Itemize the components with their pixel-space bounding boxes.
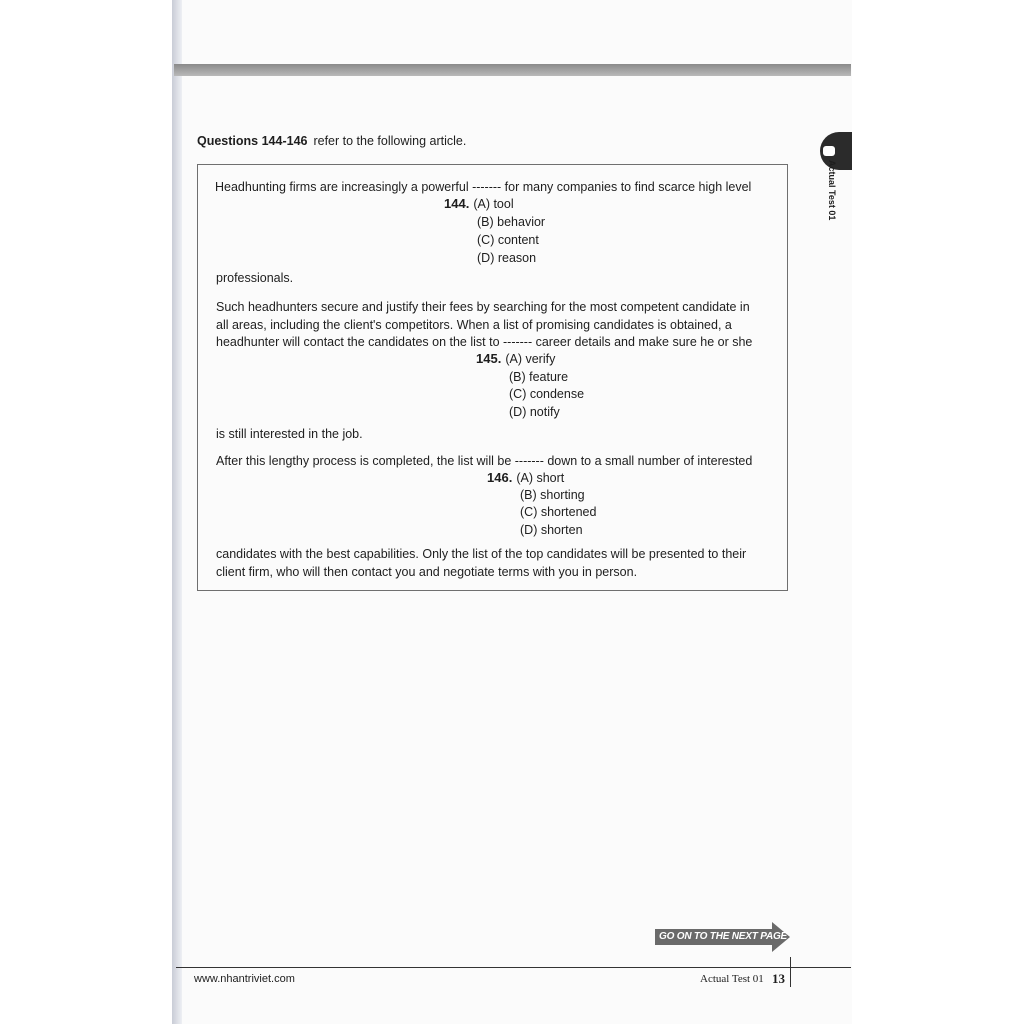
article-p2-line1: Such headhunters secure and justify their fees by searching for the most competent candidate in [216, 300, 750, 314]
book-binding-shadow [172, 0, 182, 1024]
footer-divider [176, 967, 851, 968]
option-144-c[interactable]: (C) content [477, 233, 539, 247]
article-p2-line4: is still interested in the job. [216, 427, 363, 441]
header-band [174, 64, 851, 76]
option-146-b[interactable]: (B) shorting [520, 488, 585, 502]
question-145 [476, 351, 555, 367]
option-144-a[interactable]: (A) tool [473, 197, 514, 211]
mascot-icon [823, 146, 835, 156]
next-page-label: GO ON TO THE NEXT PAGE [659, 931, 788, 942]
option-145-c[interactable]: (C) condense [509, 387, 585, 401]
option-146-a[interactable]: (A) short [516, 471, 565, 485]
article-p1-line1: Headhunting firms are increasingly a powerful ------- for many companies to find scarce high level [215, 180, 752, 194]
footer-page-divider [790, 957, 791, 987]
article-p3-line1: After this lengthy process is completed, the list will be ------- down to a small number of interested [216, 454, 753, 468]
section-tab-label: Actual Test 01 [827, 160, 837, 221]
option-145-a[interactable]: (A) verify [505, 352, 556, 366]
article-p3-line2: candidates with the best capabilities. Only the list of the top candidates will be presented to their [216, 547, 747, 561]
option-145-b[interactable]: (B) feature [509, 370, 569, 384]
article-p2-line3: headhunter will contact the candidates on the list to ------- career details and make sure he or she [216, 335, 753, 349]
question-144 [444, 196, 514, 212]
page-number: 13 [772, 971, 785, 986]
questions-instruction: refer to the following article. [313, 134, 467, 148]
footer-website: www.nhantriviet.com [194, 973, 295, 985]
article-p2-line2: all areas, including the client's competitors. When a list of promising candidates is obtained, a [216, 318, 732, 332]
article-p1-line2: professionals. [216, 271, 294, 285]
question-146 [487, 470, 564, 486]
option-145-d[interactable]: (D) notify [509, 405, 560, 419]
option-144-b[interactable]: (B) behavior [477, 215, 546, 229]
question-number: 144. [444, 196, 470, 211]
question-number: 146. [487, 470, 513, 485]
questions-range: Questions 144-146 [197, 134, 308, 148]
option-144-d[interactable]: (D) reason [477, 251, 537, 265]
question-number: 145. [476, 351, 502, 366]
option-146-d[interactable]: (D) shorten [520, 523, 583, 537]
footer-test-name: Actual Test 01 [700, 973, 764, 985]
article-p3-line3: client firm, who will then contact you and negotiate terms with you in person. [216, 565, 638, 579]
go-on-next-page-badge [655, 922, 790, 952]
option-146-c[interactable]: (C) shortened [520, 505, 597, 519]
questions-heading [197, 134, 466, 148]
